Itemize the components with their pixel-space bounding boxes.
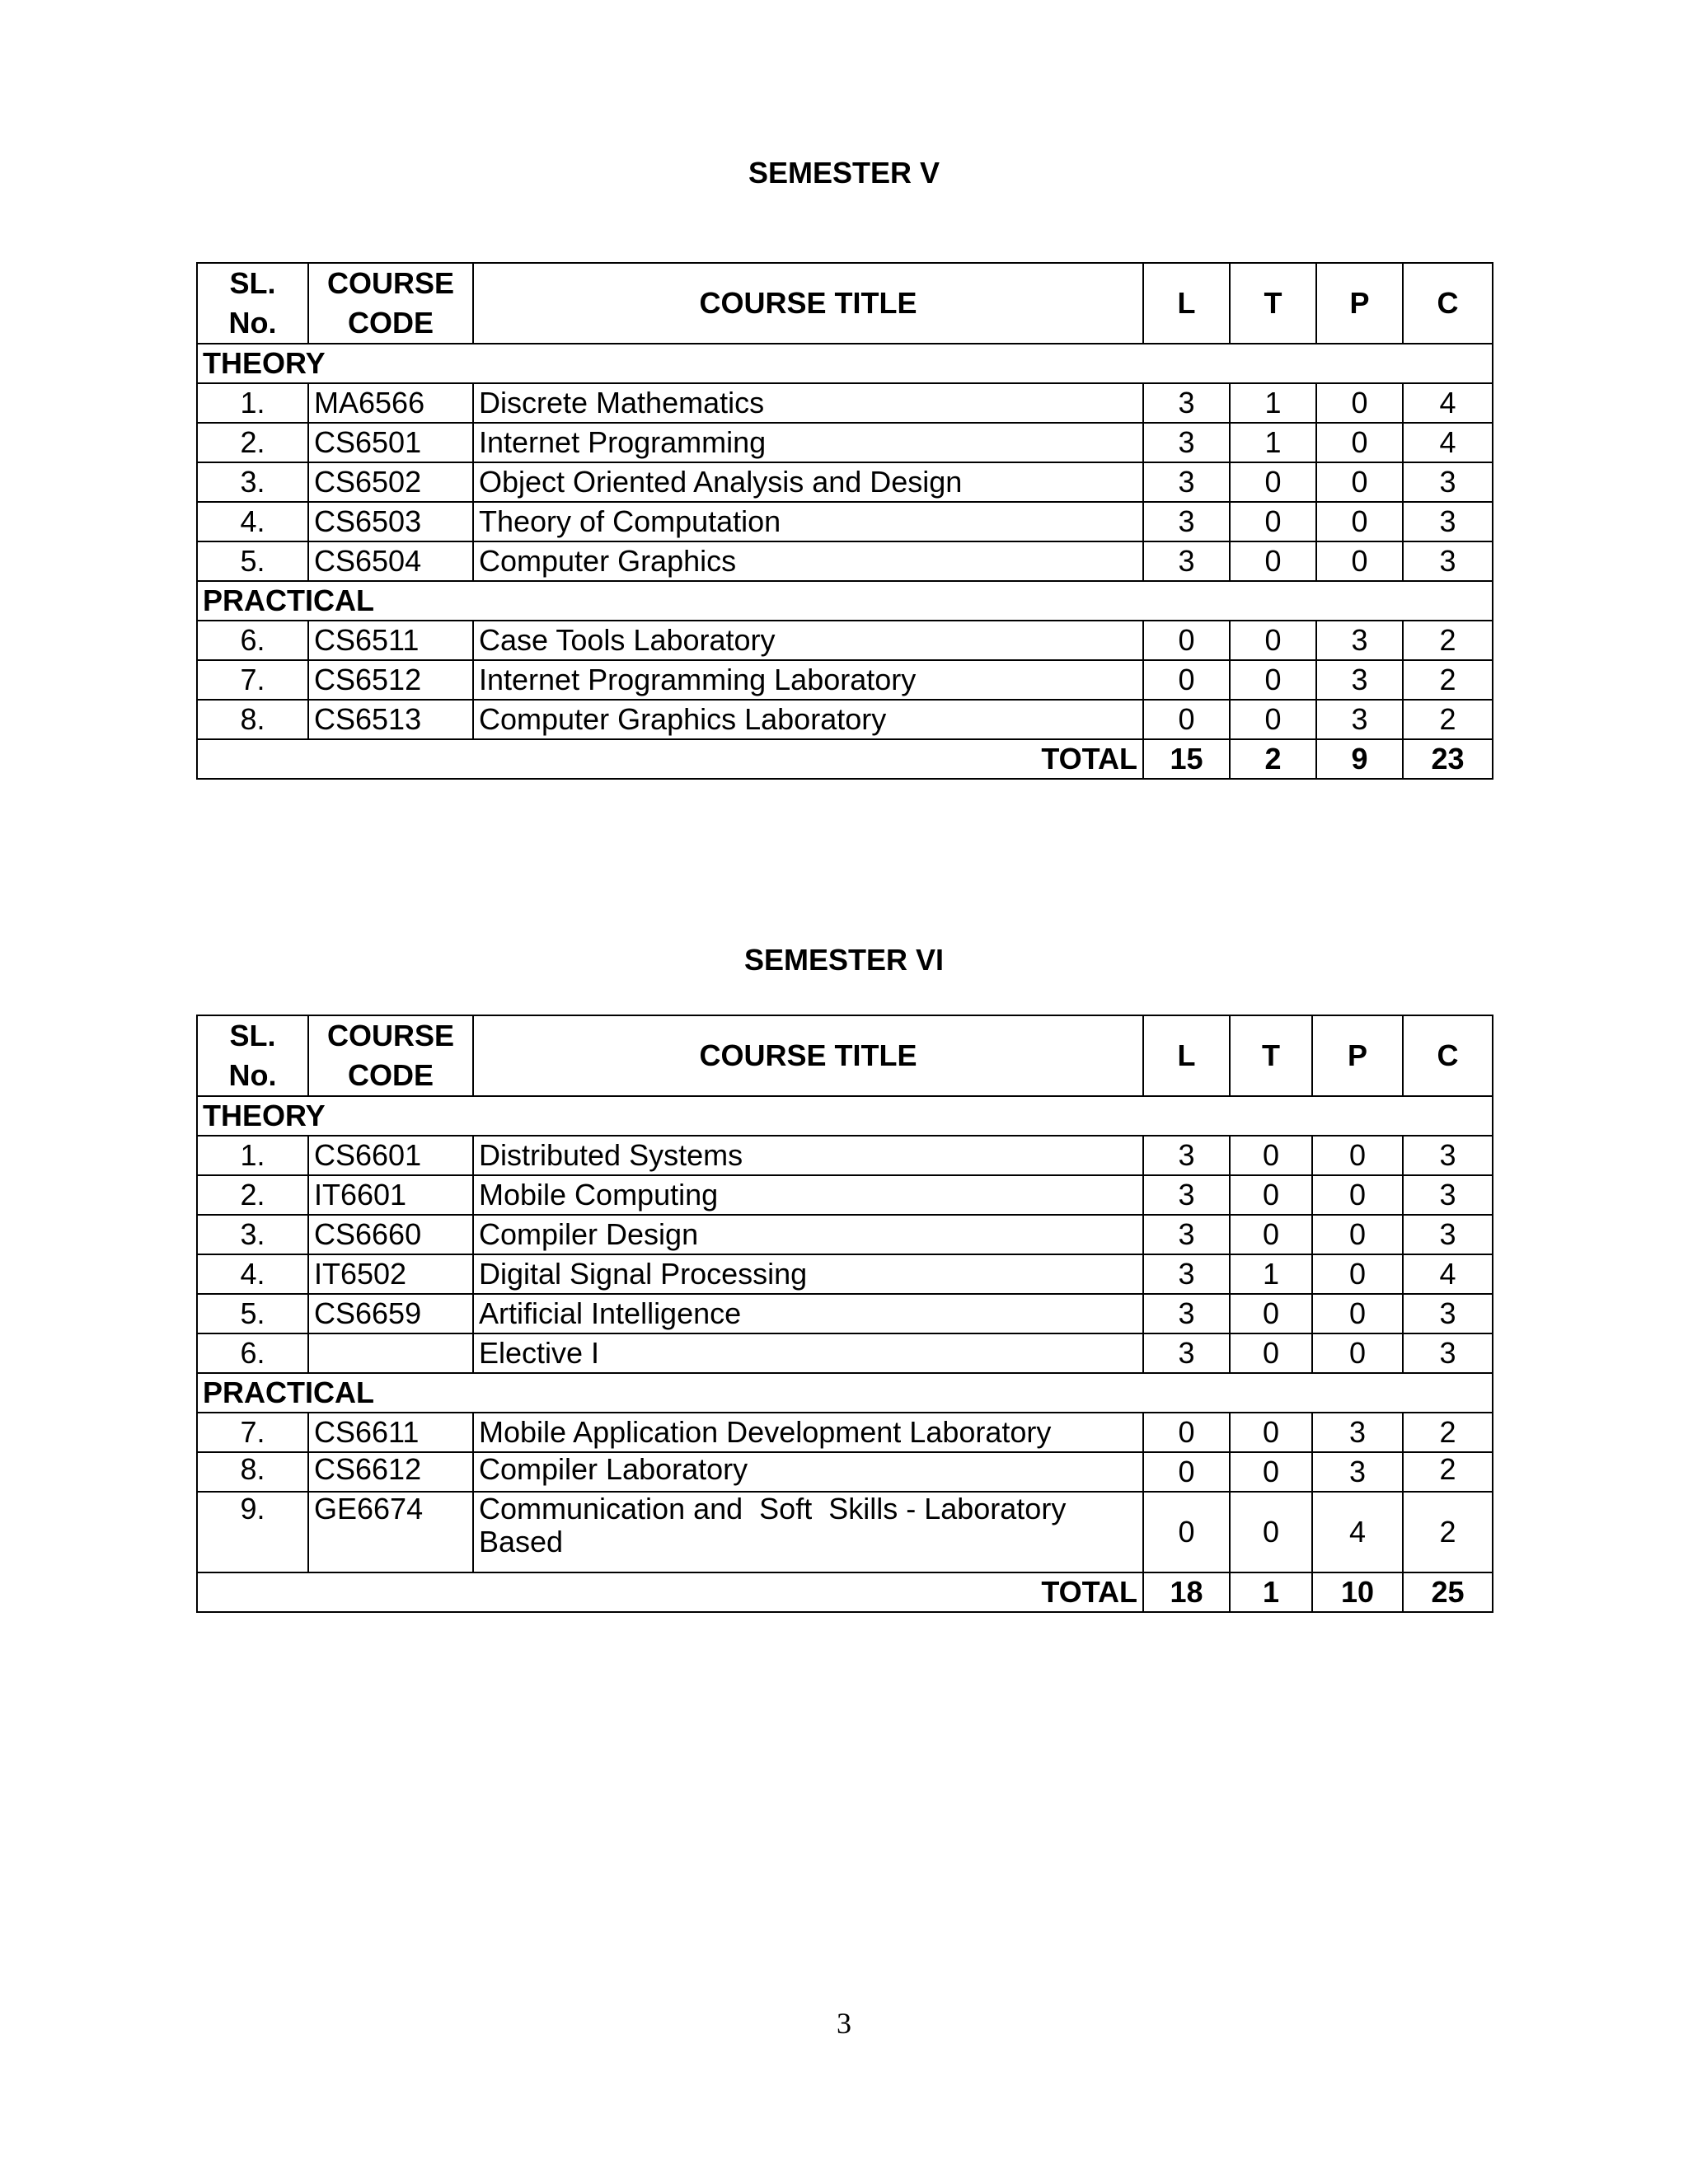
total-l: 15 [1143, 739, 1230, 779]
table-row [197, 1136, 1493, 1175]
t-cell: 1 [1230, 1254, 1312, 1294]
c-cell: 3 [1403, 541, 1493, 581]
table-row [197, 541, 1493, 581]
course-title-cell: Digital Signal Processing [473, 1254, 1143, 1294]
total-p: 9 [1316, 739, 1403, 779]
t-cell: 0 [1230, 1333, 1312, 1373]
c-cell: 3 [1403, 1333, 1493, 1373]
table-row [197, 423, 1493, 462]
c-cell: 4 [1403, 383, 1493, 423]
header-c: C [1403, 1015, 1493, 1096]
table-row [197, 1492, 1493, 1572]
header-c: C [1403, 263, 1493, 344]
total-t: 1 [1230, 1572, 1312, 1612]
l-cell: 3 [1143, 1175, 1230, 1215]
sl-no-cell: 3. [197, 1215, 308, 1254]
semester-v-title: SEMESTER V [748, 156, 940, 190]
c-cell: 3 [1403, 502, 1493, 541]
t-cell: 0 [1230, 660, 1316, 700]
course-title-cell: Compiler Design [473, 1215, 1143, 1254]
course-title-cell: Artificial Intelligence [473, 1294, 1143, 1333]
c-cell: 3 [1403, 1294, 1493, 1333]
table-row [197, 1254, 1493, 1294]
sl-no-cell: 3. [197, 462, 308, 502]
table-row [197, 621, 1493, 660]
t-cell: 0 [1230, 1492, 1312, 1572]
c-cell: 2 [1403, 621, 1493, 660]
sl-no-cell: 9. [197, 1492, 308, 1572]
course-code-cell: CS6503 [308, 502, 473, 541]
header-t: T [1230, 1015, 1312, 1096]
l-cell: 3 [1143, 462, 1230, 502]
sl-no-cell: 2. [197, 1175, 308, 1215]
section-row-theory [197, 1096, 1493, 1136]
l-cell: 0 [1143, 660, 1230, 700]
c-cell: 2 [1403, 660, 1493, 700]
course-code-cell: CS6504 [308, 541, 473, 581]
c-cell: 3 [1403, 1136, 1493, 1175]
course-title-cell: Communication and Soft Skills - Laboratory Based [473, 1492, 1143, 1572]
t-cell: 0 [1230, 1452, 1312, 1492]
header-course-code: COURSE CODE [308, 263, 473, 344]
header-course-title: COURSE TITLE [473, 263, 1143, 344]
total-label: TOTAL [197, 1572, 1143, 1612]
t-cell: 0 [1230, 1215, 1312, 1254]
table-header-row [197, 1015, 1493, 1096]
l-cell: 3 [1143, 1215, 1230, 1254]
section-row-theory [197, 344, 1493, 383]
table-row [197, 502, 1493, 541]
total-p: 10 [1312, 1572, 1403, 1612]
header-t: T [1230, 263, 1316, 344]
course-code-cell: CS6511 [308, 621, 473, 660]
table-row [197, 1215, 1493, 1254]
course-title-cell: Compiler Laboratory [473, 1452, 1143, 1492]
table-row [197, 660, 1493, 700]
c-cell: 3 [1403, 1215, 1493, 1254]
c-cell: 3 [1403, 462, 1493, 502]
course-title-cell: Object Oriented Analysis and Design [473, 462, 1143, 502]
c-cell: 3 [1403, 1175, 1493, 1215]
table-row [197, 1175, 1493, 1215]
table-row [197, 1294, 1493, 1333]
p-cell: 4 [1312, 1492, 1403, 1572]
section-label-practical: PRACTICAL [197, 581, 1493, 621]
c-cell: 2 [1403, 1492, 1493, 1572]
course-code-cell: CS6612 [308, 1452, 473, 1492]
p-cell: 0 [1316, 502, 1403, 541]
table-row [197, 700, 1493, 739]
semester-v-table [196, 262, 1493, 780]
total-c: 23 [1403, 739, 1493, 779]
p-cell: 0 [1312, 1254, 1403, 1294]
table-row [197, 462, 1493, 502]
semester-vi-table [196, 1015, 1493, 1613]
sl-no-cell: 1. [197, 383, 308, 423]
table-header-row [197, 263, 1493, 344]
course-code-cell: MA6566 [308, 383, 473, 423]
section-label-practical: PRACTICAL [197, 1373, 1493, 1413]
course-code-cell: CS6513 [308, 700, 473, 739]
table-row [197, 1413, 1493, 1452]
p-cell: 3 [1316, 660, 1403, 700]
course-title-cell: Computer Graphics [473, 541, 1143, 581]
course-title-cell: Internet Programming Laboratory [473, 660, 1143, 700]
l-cell: 3 [1143, 1294, 1230, 1333]
section-label-theory: THEORY [197, 1096, 1493, 1136]
course-code-cell: CS6660 [308, 1215, 473, 1254]
course-title-cell: Discrete Mathematics [473, 383, 1143, 423]
l-cell: 3 [1143, 502, 1230, 541]
t-cell: 0 [1230, 502, 1316, 541]
p-cell: 3 [1312, 1413, 1403, 1452]
sl-no-cell: 4. [197, 1254, 308, 1294]
p-cell: 3 [1316, 621, 1403, 660]
l-cell: 3 [1143, 1254, 1230, 1294]
table-row [197, 1452, 1493, 1492]
course-title-cell: Computer Graphics Laboratory [473, 700, 1143, 739]
course-code-cell: CS6611 [308, 1413, 473, 1452]
header-sl-no: SL. No. [197, 263, 308, 344]
header-l: L [1143, 1015, 1230, 1096]
sl-no-cell: 7. [197, 660, 308, 700]
semester-vi-title: SEMESTER VI [743, 943, 945, 977]
c-cell: 2 [1403, 1413, 1493, 1452]
course-code-cell: CS6501 [308, 423, 473, 462]
sl-no-cell: 8. [197, 700, 308, 739]
header-p: P [1316, 263, 1403, 344]
total-row [197, 1572, 1493, 1612]
p-cell: 0 [1312, 1175, 1403, 1215]
table-row [197, 1333, 1493, 1373]
course-title-cell: Theory of Computation [473, 502, 1143, 541]
header-sl-no: SL. No. [197, 1015, 308, 1096]
t-cell: 0 [1230, 621, 1316, 660]
l-cell: 3 [1143, 1333, 1230, 1373]
c-cell: 2 [1403, 1452, 1493, 1492]
sl-no-cell: 5. [197, 541, 308, 581]
l-cell: 0 [1143, 1452, 1230, 1492]
course-code-cell: GE6674 [308, 1492, 473, 1572]
course-title-cell: Internet Programming [473, 423, 1143, 462]
header-course-title: COURSE TITLE [473, 1015, 1143, 1096]
p-cell: 3 [1316, 700, 1403, 739]
sl-no-cell: 2. [197, 423, 308, 462]
t-cell: 1 [1230, 383, 1316, 423]
course-code-cell: IT6601 [308, 1175, 473, 1215]
sl-no-cell: 4. [197, 502, 308, 541]
p-cell: 0 [1312, 1294, 1403, 1333]
section-label-theory: THEORY [197, 344, 1493, 383]
t-cell: 0 [1230, 1175, 1312, 1215]
course-code-cell: CS6502 [308, 462, 473, 502]
c-cell: 2 [1403, 700, 1493, 739]
course-code-cell: CS6659 [308, 1294, 473, 1333]
course-title-cell: Case Tools Laboratory [473, 621, 1143, 660]
p-cell: 0 [1316, 541, 1403, 581]
c-cell: 4 [1403, 1254, 1493, 1294]
t-cell: 0 [1230, 541, 1316, 581]
t-cell: 1 [1230, 423, 1316, 462]
course-title-cell: Mobile Computing [473, 1175, 1143, 1215]
course-code-cell [308, 1333, 473, 1373]
course-title-cell: Mobile Application Development Laboratory [473, 1413, 1143, 1452]
section-row-practical [197, 581, 1493, 621]
course-code-cell: IT6502 [308, 1254, 473, 1294]
sl-no-cell: 8. [197, 1452, 308, 1492]
sl-no-cell: 6. [197, 621, 308, 660]
sl-no-cell: 7. [197, 1413, 308, 1452]
section-row-practical [197, 1373, 1493, 1413]
p-cell: 0 [1312, 1136, 1403, 1175]
p-cell: 0 [1316, 462, 1403, 502]
p-cell: 0 [1312, 1215, 1403, 1254]
header-p: P [1312, 1015, 1403, 1096]
total-t: 2 [1230, 739, 1316, 779]
total-c: 25 [1403, 1572, 1493, 1612]
l-cell: 0 [1143, 621, 1230, 660]
l-cell: 0 [1143, 1413, 1230, 1452]
course-code-cell: CS6512 [308, 660, 473, 700]
t-cell: 0 [1230, 1413, 1312, 1452]
total-l: 18 [1143, 1572, 1230, 1612]
sl-no-cell: 5. [197, 1294, 308, 1333]
l-cell: 3 [1143, 1136, 1230, 1175]
p-cell: 0 [1316, 423, 1403, 462]
l-cell: 3 [1143, 541, 1230, 581]
l-cell: 0 [1143, 700, 1230, 739]
l-cell: 3 [1143, 383, 1230, 423]
t-cell: 0 [1230, 1294, 1312, 1333]
sl-no-cell: 1. [197, 1136, 308, 1175]
page-number: 3 [837, 2007, 851, 2040]
header-course-code: COURSE CODE [308, 1015, 473, 1096]
total-label: TOTAL [197, 739, 1143, 779]
course-title-cell: Elective I [473, 1333, 1143, 1373]
t-cell: 0 [1230, 1136, 1312, 1175]
c-cell: 4 [1403, 423, 1493, 462]
course-title-cell: Distributed Systems [473, 1136, 1143, 1175]
l-cell: 3 [1143, 423, 1230, 462]
p-cell: 3 [1312, 1452, 1403, 1492]
p-cell: 0 [1316, 383, 1403, 423]
sl-no-cell: 6. [197, 1333, 308, 1373]
p-cell: 0 [1312, 1333, 1403, 1373]
course-code-cell: CS6601 [308, 1136, 473, 1175]
table-row [197, 383, 1493, 423]
t-cell: 0 [1230, 462, 1316, 502]
header-l: L [1143, 263, 1230, 344]
l-cell: 0 [1143, 1492, 1230, 1572]
t-cell: 0 [1230, 700, 1316, 739]
total-row [197, 739, 1493, 779]
